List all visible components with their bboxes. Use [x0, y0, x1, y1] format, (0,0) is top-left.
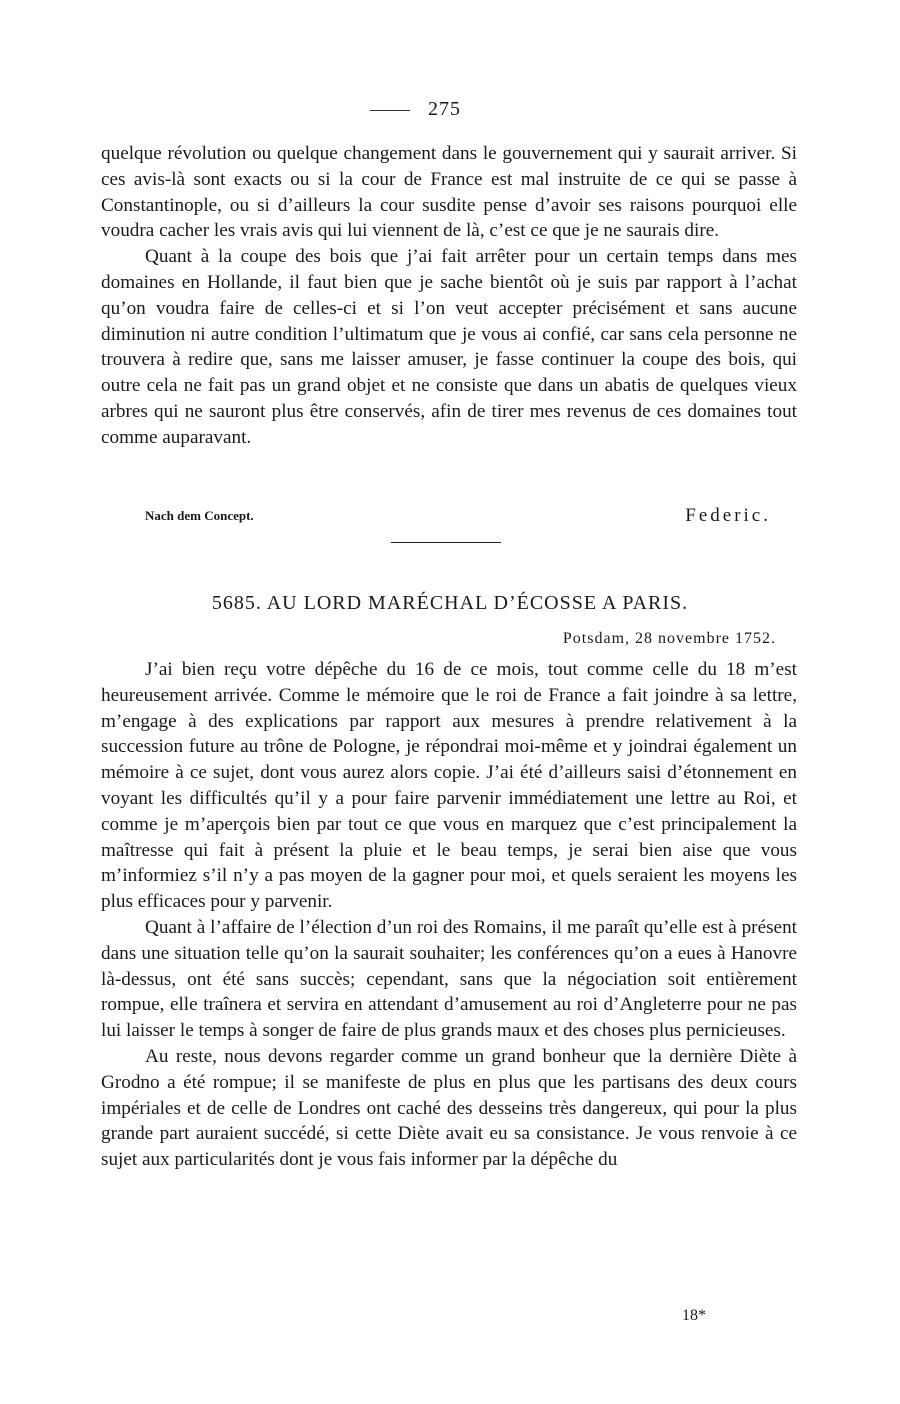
source-note: Nach dem Concept. [145, 508, 254, 523]
continued-paragraph: quelque révolution ou quelque changement dans le gouvernement qui y saurait arriver. Si ces avis-là sont exacts ou si la cour de France est mal instruite de ce qui se passe à Constantinople, ou si d’ailleurs la cour susdite pense d’avoir ses raisons pourquoi elle voudra cacher les vrais avis qui lui viennent de là, c’est ce que je ne saurais dire. [101, 143, 797, 242]
document-body [101, 657, 797, 1173]
continued-paragraph: Quant à la coupe des bois que j’ai fait arrêter pour un certain temps dans mes domaines en Hollande, il faut bien que je sache bientôt où je suis par rapport à l’achat qu’on voudra faire de celles-ci et si l’on veut accepter précisément et sans aucune diminution ni autre condition l’ultimatum que je vous ai confié, car sans cela personne ne trouvera à redire que, sans me laisser amuser, je fasse continuer la coupe des bois, qui outre cela ne fait pas un grand objet et ne consiste que dans un abatis de quelques vieux arbres qui ne sauront plus être conservés, afin de tirer mes revenus de ces domaines tout comme auparavant. [101, 246, 797, 448]
page-header [0, 98, 900, 128]
signature: Federic. [685, 505, 771, 526]
section-divider [391, 542, 501, 543]
letter-closing [101, 505, 797, 535]
document-title: 5685. AU LORD MARÉCHAL D’ÉCOSSE A PARIS. [211, 592, 689, 614]
place-date: Potsdam, 28 novembre 1752. [562, 630, 776, 647]
page-number: 275 [428, 98, 461, 120]
continued-letter-body [101, 141, 797, 451]
body-paragraph: Au reste, nous devons regarder comme un grand bonheur que la dernière Diète à Grodno a été rompue; il se manifeste de plus en plus que les partisans des deux cours impériales et de celle de Londres ont caché des desseins très dangereux, qui pour la plus grande part auraient succédé, si cette Diète avait eu sa consistance. Je vous renvoie à ce sujet aux particularités dont je vous fais informer par la dépêche du [101, 1045, 797, 1171]
signature-mark: 18* [682, 1307, 706, 1324]
body-paragraph: Quant à l’affaire de l’élection d’un roi des Romains, il me paraît qu’elle est à présent dans une situation telle qu’on la saurait souhaiter; les conférences qu’on a eues à Hanovre là-dessus, ont été sans succès; cependant, sans que la négociation soit entièrement rompue, elle traînera et servira en attendant d’amusement au roi d’Angleterre pour ne pas lui laisser le temps à songer de faire de plus grands maux et des choses plus pernicieuses. [101, 916, 797, 1042]
body-paragraph: J’ai bien reçu votre dépêche du 16 de ce mois, tout comme celle du 18 m’est heureusement arrivée. Comme le mémoire que le roi de France a fait joindre à sa lettre, m’engage à des explications par rapport aux mesures à prendre relativement à la succession future au trône de Pologne, je répondrai moi-même et y joindrai également un mémoire à ce sujet, dont vous aurez alors copie. J’ai été d’ailleurs saisi d’étonnement en voyant les difficultés qu’il y a pour faire parvenir immédiatement une lettre au Roi, et comme je m’aperçois bien par tout ce que vous en marquez que c’est principalement la maîtresse qui fait à présent la pluie et le beau temps, je serai bien aise que vous m’informiez s’il n’y a pas moyen de la gagner pour moi, et quels seraient les moyens les plus efficaces pour y parvenir. [101, 659, 797, 913]
header-rule [370, 110, 410, 111]
